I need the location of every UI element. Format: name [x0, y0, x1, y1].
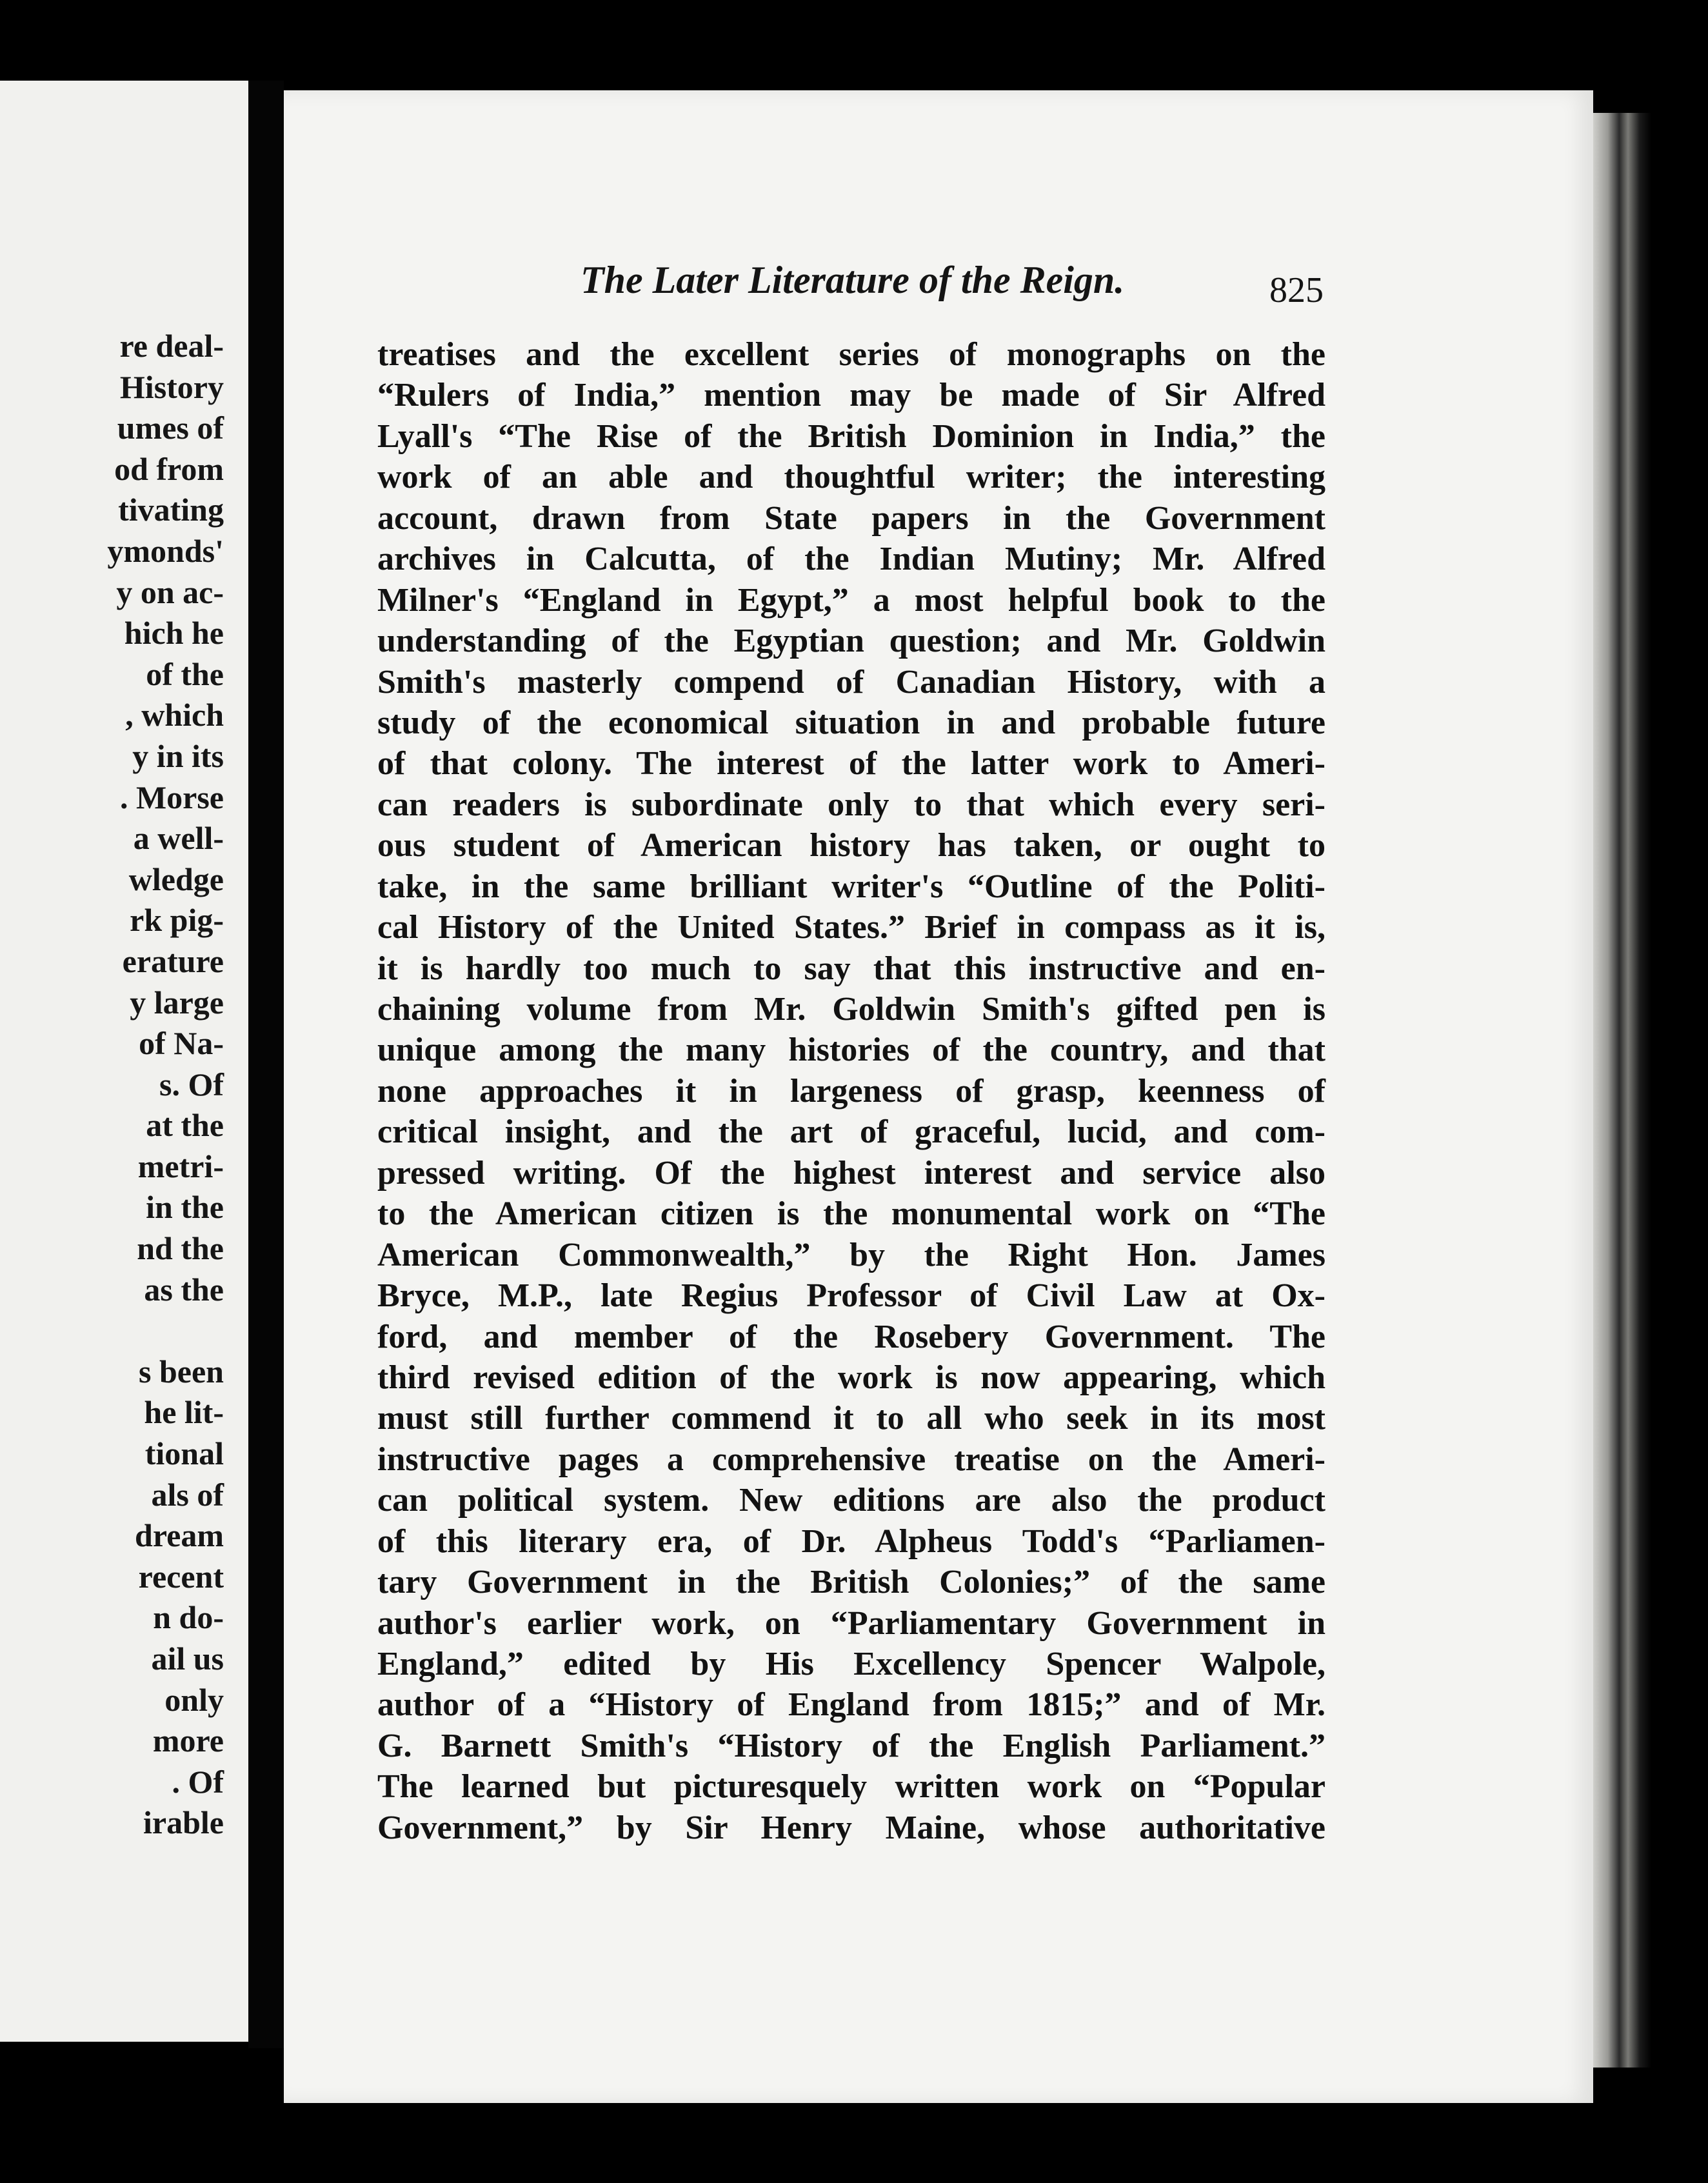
- text-line: The learned but picturesquely written work on “Popular: [377, 1768, 1326, 1806]
- facing-line: of Na-: [139, 1025, 224, 1062]
- facing-line: re deal-: [119, 328, 224, 364]
- text-line: third revised edition of the work is now appearing, which: [377, 1359, 1326, 1396]
- text-line: England,” edited by His Excellency Spencer Walpole,: [377, 1646, 1326, 1682]
- facing-line: recent: [138, 1558, 224, 1595]
- text-line: must still further commend it to all who seek in its most: [377, 1400, 1326, 1437]
- text-line: chaining volume from Mr. Goldwin Smith's gifted pen is: [377, 991, 1326, 1028]
- facing-line: in the: [146, 1189, 224, 1226]
- facing-line: at the: [146, 1107, 224, 1144]
- text-line: Bryce, M.P., late Regius Professor of Civil Law at Ox-: [377, 1277, 1326, 1315]
- text-line: tary Government in the British Colonies;” of the same: [377, 1564, 1326, 1601]
- facing-line: y in its: [132, 737, 224, 774]
- facing-line: tivating: [118, 492, 224, 528]
- text-line: author of a “History of England from 1815;” and of Mr.: [377, 1686, 1326, 1724]
- facing-line: ail us: [151, 1640, 224, 1677]
- page-edge: [1593, 113, 1651, 2068]
- facing-line: more: [152, 1722, 224, 1759]
- facing-line: als of: [151, 1476, 224, 1513]
- text-line: author's earlier work, on “Parliamentary Government in: [377, 1604, 1326, 1642]
- text-line: instructive pages a comprehensive treatise on the Ameri-: [377, 1440, 1326, 1478]
- facing-line: of the: [146, 655, 224, 692]
- facing-line: only: [164, 1681, 224, 1718]
- text-line: work of an able and thoughtful writer; the interesting: [377, 459, 1326, 496]
- text-line: Lyall's “The Rise of the British Dominion in India,” the: [377, 417, 1326, 455]
- text-line: ford, and member of the Rosebery Government. The: [377, 1318, 1326, 1355]
- facing-line: umes of: [117, 410, 224, 446]
- page-number: 825: [1269, 270, 1324, 310]
- facing-line: irable: [143, 1804, 224, 1841]
- facing-line: wledge: [128, 861, 224, 897]
- text-line: cal History of the United States.” Brief in compass as it is,: [377, 909, 1326, 946]
- book-gutter: [248, 81, 284, 2048]
- facing-page: [0, 81, 248, 2042]
- text-line: pressed writing. Of the highest interest and service also: [377, 1154, 1326, 1191]
- body-text: [377, 334, 1326, 1848]
- facing-line: as the: [144, 1271, 224, 1308]
- text-line: to the American citizen is the monumental work on “The: [377, 1195, 1326, 1233]
- facing-line: History: [119, 368, 224, 405]
- facing-line: he lit-: [144, 1394, 224, 1431]
- text-line: can readers is subordinate only to that which every seri-: [377, 786, 1326, 823]
- text-line: treatises and the excellent series of monographs on the: [377, 336, 1326, 373]
- facing-line: tional: [144, 1435, 224, 1472]
- facing-line: . Morse: [119, 779, 224, 815]
- text-line: ous student of American history has taken, or ought to: [377, 827, 1326, 864]
- facing-line: a well-: [133, 820, 224, 857]
- text-line: “Rulers of India,” mention may be made of Sir Alfred: [377, 377, 1326, 414]
- text-line: none approaches it in largeness of grasp, keenness of: [377, 1072, 1326, 1110]
- facing-line: erature: [122, 942, 224, 979]
- facing-line: y on ac-: [116, 573, 224, 610]
- text-line: understanding of the Egyptian question; and Mr. Goldwin: [377, 623, 1326, 660]
- text-line: critical insight, and the art of graceful, lucid, and com-: [377, 1113, 1326, 1151]
- facing-line: . Of: [172, 1763, 224, 1800]
- facing-line: dream: [135, 1517, 224, 1554]
- facing-line: n do-: [153, 1599, 224, 1636]
- text-line: American Commonwealth,” by the Right Hon. James: [377, 1236, 1326, 1273]
- facing-line: od from: [114, 450, 224, 487]
- text-line: Milner's “England in Egypt,” a most helpful book to the: [377, 581, 1326, 619]
- text-line: unique among the many histories of the country, and that: [377, 1032, 1326, 1069]
- facing-line: y large: [130, 984, 224, 1021]
- text-line: take, in the same brilliant writer's “Outline of the Politi-: [377, 868, 1326, 905]
- text-line: of that colony. The interest of the latter work to Ameri-: [377, 745, 1326, 782]
- text-line: Government,” by Sir Henry Maine, whose authoritative: [377, 1809, 1326, 1846]
- facing-line: hich he: [124, 615, 224, 652]
- facing-line: metri-: [137, 1148, 224, 1184]
- facing-line: rk pig-: [130, 902, 224, 939]
- text-line: it is hardly too much to say that this instructive and en-: [377, 950, 1326, 987]
- facing-line: nd the: [137, 1230, 224, 1267]
- facing-line: s been: [139, 1353, 224, 1390]
- facing-line: [107, 1310, 224, 1351]
- running-head: The Later Literature of the Reign.: [581, 259, 1125, 301]
- text-line: G. Barnett Smith's “History of the English Parliament.”: [377, 1727, 1326, 1764]
- text-line: Smith's masterly compend of Canadian History, with a: [377, 663, 1326, 701]
- facing-page-text: [107, 326, 224, 1844]
- facing-line: ymonds': [107, 532, 224, 569]
- text-line: of this literary era, of Dr. Alpheus Todd's “Parliamen-: [377, 1522, 1326, 1560]
- text-line: study of the economical situation in and probable future: [377, 704, 1326, 741]
- facing-line: s. Of: [159, 1066, 224, 1102]
- facing-line: , which: [125, 697, 224, 733]
- text-line: account, drawn from State papers in the Government: [377, 499, 1326, 537]
- text-line: archives in Calcutta, of the Indian Mutiny; Mr. Alfred: [377, 541, 1326, 578]
- text-line: can political system. New editions are also the product: [377, 1482, 1326, 1519]
